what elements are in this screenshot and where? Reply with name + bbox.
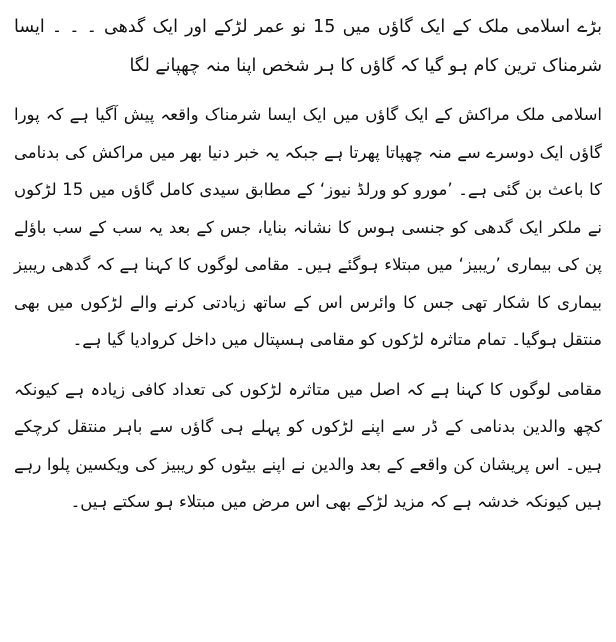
article-paragraph-2: مقامی لوگوں کا کہنا ہے کہ اصل میں متاثرہ لڑکوں کی تعداد کافی زیادہ ہے کیونکہ کچھ والدین بدنامی کے ڈر سے اپنے لڑکوں کو پہلے ہی گاؤں سے باہر منتقل کرچکے ہیں۔ اس پریشان کن واقعے کے بعد والدین نے اپنے بیٹوں کو ریبیز کی ویکسین پلوا رہے ہیں کیونکہ خدشہ ہے کہ مزید لڑکے بھی اس مرض میں مبتلاء ہو سکتے ہیں۔	[14, 379, 602, 511]
article-paragraph-1: اسلامی ملک مراکش کے ایک گاؤں میں ایک ایسا شرمناک واقعہ پیش آگیا ہے کہ پورا گاؤں ایک دوسرے سے منہ چھپاتا پھرتا ہے جبکہ یہ خبر دنیا بھر میں مراکش کی بدنامی کا باعث بن گئی ہے۔ ’مورو کو ورلڈ نیوز‘ کے مطابق سیدی کامل گاؤں میں 15 لڑکوں نے ملکر ایک گدھی کو جنسی ہوس کا نشانہ بنایا، جس کے بعد یہ سب کے سب باؤلے پن کی بیماری ’ریبیز‘ میں مبتلاء ہوگئے ہیں۔ مقامی لوگوں کا کہنا ہے کہ گدھی ریبیز بیماری کا شکار تھی جس کا وائرس اس کے ساتھ زیادتی کرنے والے لڑکوں میں بھی منتقل ہوگیا۔ تمام متاثرہ لڑکوں کو مقامی ہسپتال میں داخل کروادیا گیا ہے۔	[14, 105, 603, 349]
article-headline: بڑے اسلامی ملک کے ایک گاؤں میں 15 نو عمر لڑکے اور ایک گدھی ۔ ۔ ۔ ایسا شرمناک ترین کام ہو گیا کہ گاؤں کا ہر شخص اپنا منہ چھپانے لگا	[14, 17, 602, 76]
